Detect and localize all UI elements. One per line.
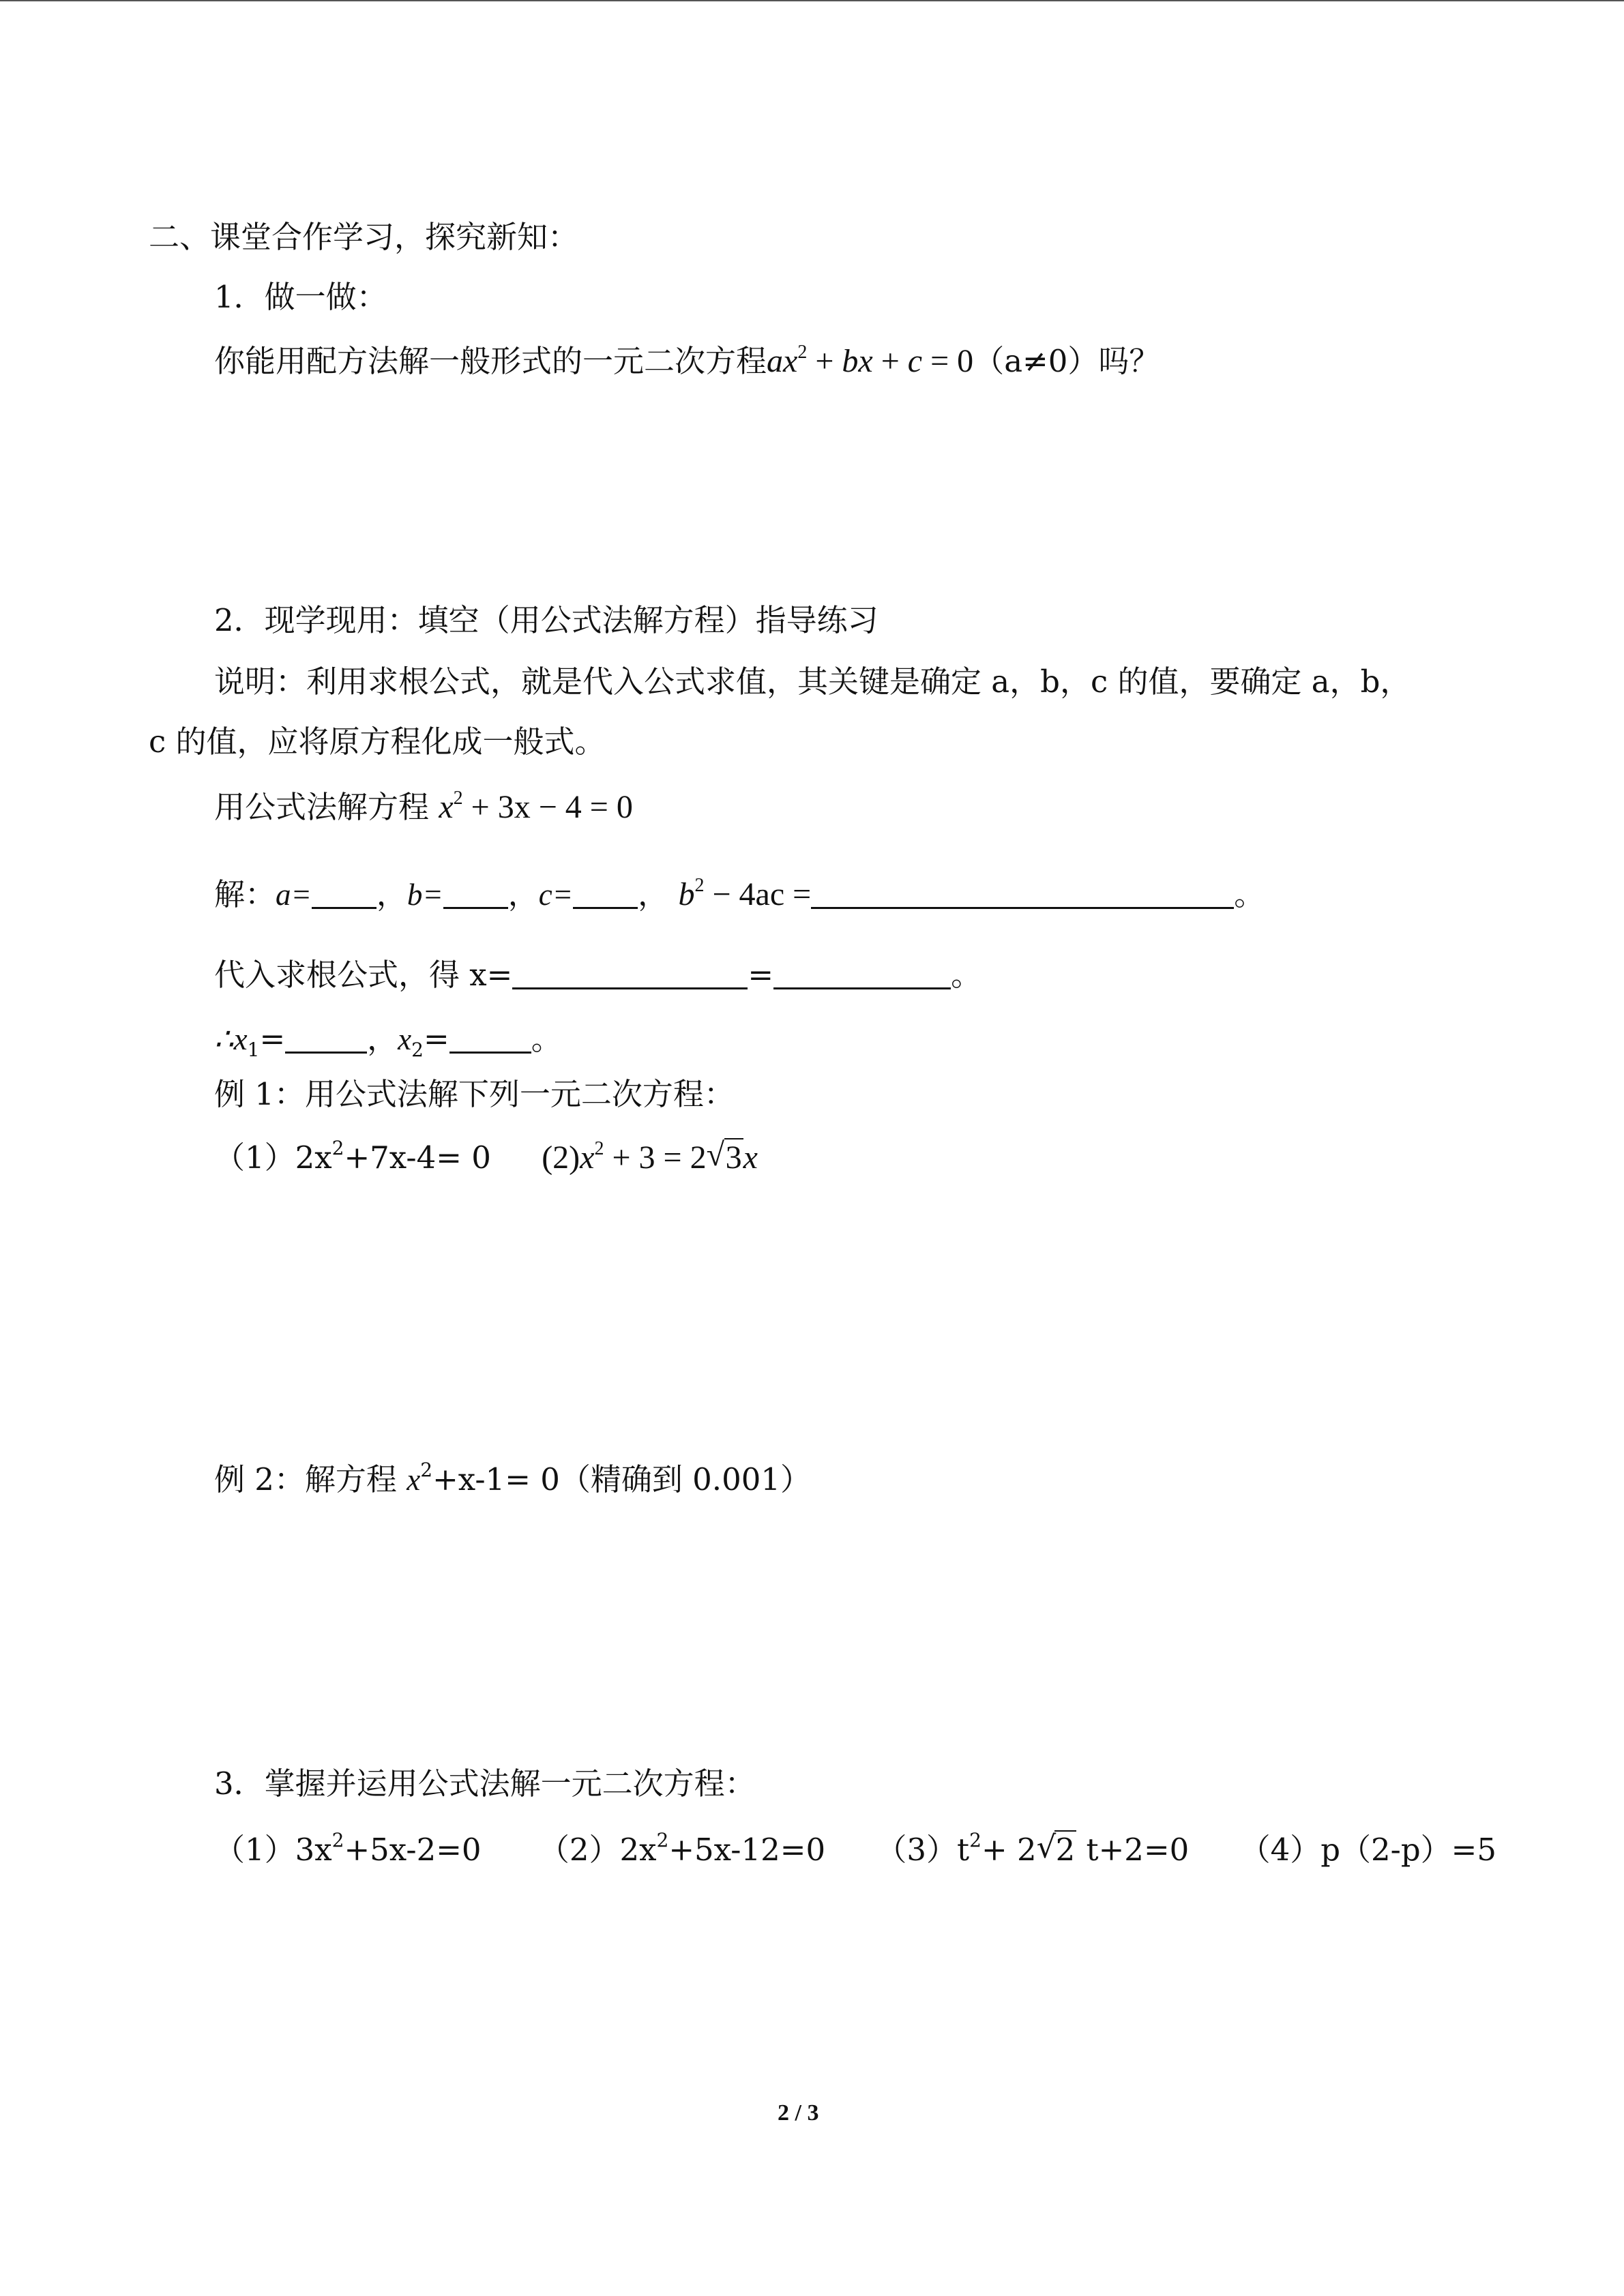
x1-blank[interactable] bbox=[285, 1022, 367, 1054]
general-equation: $ax^2$ + bx + c = 0 bbox=[767, 342, 974, 379]
x1-label: ∴x bbox=[214, 1022, 248, 1056]
c-label: c= bbox=[538, 878, 574, 912]
discriminant-blank[interactable] bbox=[811, 877, 1234, 909]
c-blank[interactable] bbox=[573, 877, 638, 909]
discriminant-label: $b^2 - 4ac$ = bbox=[678, 875, 812, 912]
item3-problems bbox=[214, 1830, 1496, 1870]
solve-prompt bbox=[214, 787, 633, 828]
item2-title: 2．现学现用：填空（用公式法解方程）指导练习 bbox=[214, 602, 879, 638]
answer-label: 解： bbox=[214, 876, 276, 912]
sqrt-symbol: √ 2 bbox=[1036, 1829, 1076, 1868]
item2-note-line1: 说明：利用求根公式，就是代入公式求值，其关键是确定 a，b，c 的值，要确定 a，b， bbox=[214, 664, 1411, 700]
a-label: a= bbox=[276, 878, 312, 912]
sqrt-symbol: √ 3 bbox=[706, 1137, 742, 1176]
example2 bbox=[214, 1459, 811, 1500]
top-border bbox=[0, 0, 1624, 1]
example2-equation: $x^2+x-1= 0$（精确到 0.001） bbox=[407, 1459, 811, 1497]
example2-label: 例 2：解方程 bbox=[214, 1461, 397, 1497]
section-heading: 二、课堂合作学习，探究新知： bbox=[149, 219, 579, 255]
b-label: b= bbox=[407, 878, 443, 912]
item3-q2: $(2)2x^2+5x-12=0$ bbox=[538, 1829, 826, 1868]
b-blank[interactable] bbox=[443, 877, 508, 909]
a-blank[interactable] bbox=[312, 877, 377, 909]
example1-problems bbox=[214, 1137, 758, 1178]
formula-blank[interactable] bbox=[512, 957, 748, 989]
answer-coefficients: 解：a= ，b= ，c= ， $b^2 - 4ac$ = 。 bbox=[214, 875, 1265, 912]
item3-q1: $(1)3x^2+5x-2=0$ bbox=[214, 1829, 482, 1868]
item1-prompt-text: 你能用配方法解一般形式的一元二次方程 bbox=[214, 343, 767, 379]
roots-line: $\therefore x_1=$ ，$x_2=$ 。 bbox=[214, 1021, 562, 1061]
item1-prompt bbox=[214, 341, 1160, 382]
page-number: 2 / 3 bbox=[778, 2100, 819, 2126]
x2-blank[interactable] bbox=[449, 1022, 531, 1054]
substitute-text: 代入求根公式，得 x= bbox=[214, 957, 513, 993]
item3-q4: （4）p（2-p）=5 bbox=[1239, 1832, 1497, 1868]
solve-equation: $x^2 + 3x - 4 = 0$ bbox=[439, 788, 633, 825]
example1-part2: $(2)x^2 + 3 = 2$ √ 3x bbox=[542, 1139, 758, 1176]
solve-prompt-text: 用公式法解方程 bbox=[214, 789, 430, 825]
item3-title: 3．掌握并运用公式法解一元二次方程： bbox=[214, 1765, 756, 1802]
x2-label: x bbox=[398, 1022, 412, 1056]
value-blank[interactable] bbox=[773, 957, 951, 989]
substitute-line: 代入求根公式，得 x= = 。 bbox=[214, 957, 982, 993]
item1-condition: （a≠0）吗？ bbox=[973, 343, 1160, 379]
item2-note-line2: c 的值，应将原方程化成一般式。 bbox=[149, 724, 606, 760]
item3-q3: $(3)t^2+ 2$ √ 2 t+2=0 bbox=[876, 1832, 1189, 1868]
item1-title: 1．做一做： bbox=[214, 279, 387, 315]
example1-title: 例 1：用公式法解下列一元二次方程： bbox=[214, 1076, 735, 1112]
example1-part1: $(1)2x^2+7x-4= 0$ bbox=[214, 1137, 491, 1176]
